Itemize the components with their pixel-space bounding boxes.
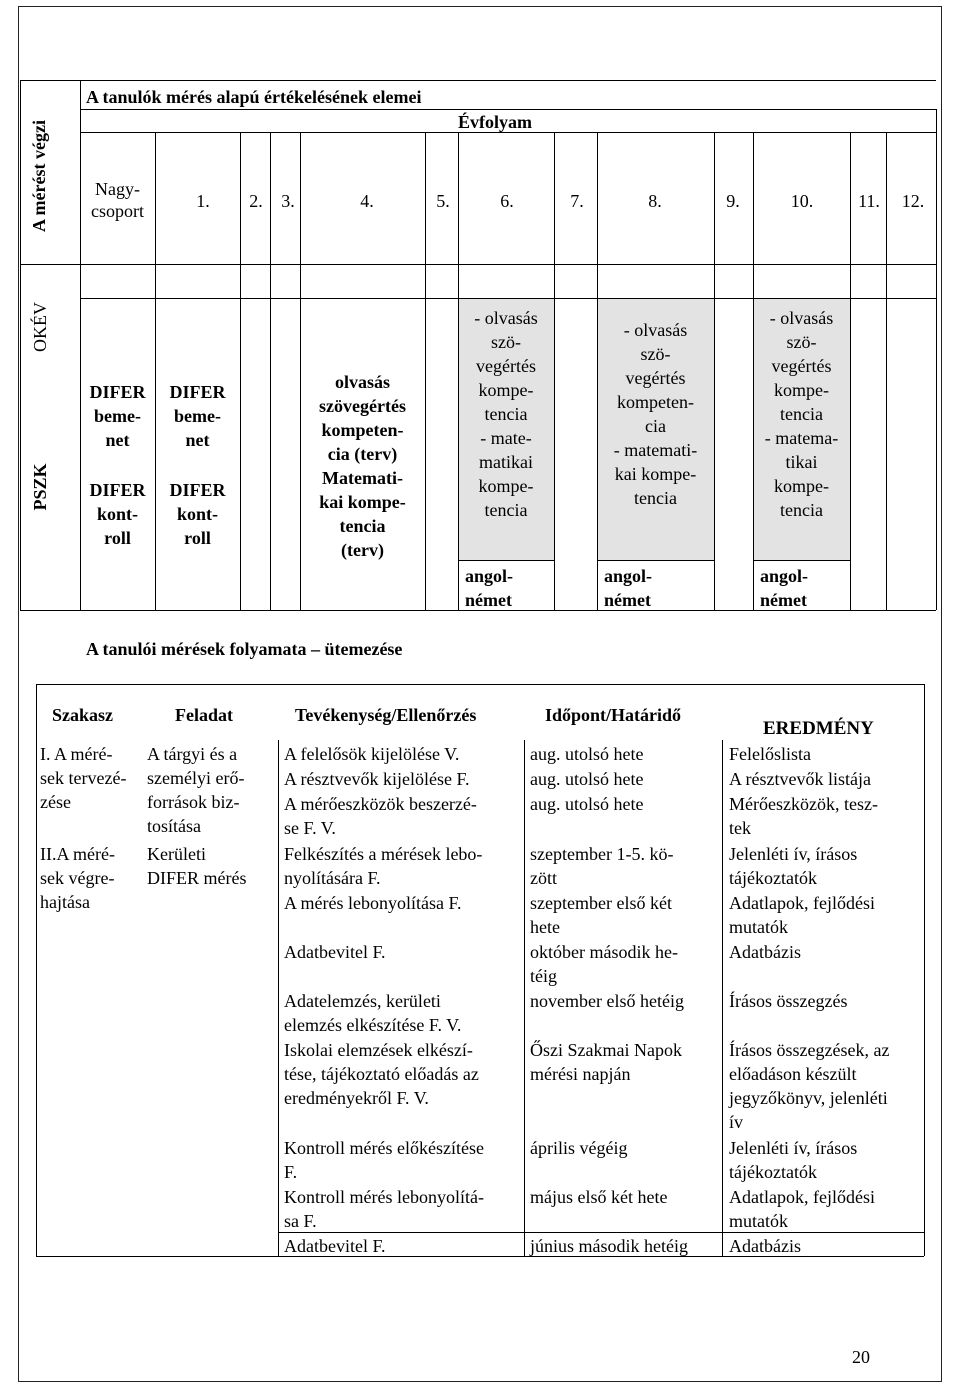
- feladat-eroforrasok: A tárgyi és a személyi erő- források biz- tosítása: [147, 744, 245, 836]
- row-10-eredmeny: Adatlapok, fejlődési mutatók: [729, 1187, 875, 1231]
- row-11-eredmeny: Adatbázis: [729, 1236, 801, 1256]
- okev-competence-grade4: - olvasás szö- vegértés kompe- tencia - mate- matikai kompe- tencia: [474, 308, 538, 520]
- szakasz-vegrehajtas: II.A méré- sek végre- hajtása: [40, 844, 115, 912]
- grade-7: 7.: [570, 191, 584, 211]
- grade-4: 4.: [360, 191, 374, 211]
- okev-competence-grade8: - olvasás szö- vegértés kompe- tencia - matema- tikai kompe- tencia: [764, 308, 839, 520]
- row-1-tevekenyseg: A felelősök kijelölése V.: [284, 744, 460, 764]
- angol-nemet-1: angol- német: [465, 566, 514, 610]
- difer-bemenet-1: DIFER beme- net: [89, 382, 146, 450]
- row-6-eredmeny: Adatbázis: [729, 942, 801, 962]
- row-3-idopont: aug. utolsó hete: [530, 794, 644, 814]
- evfolyam-label: Évfolyam: [458, 112, 532, 132]
- page-number: 20: [852, 1347, 870, 1367]
- grade-2: 2.: [249, 191, 263, 211]
- pszk-competence-plan: olvasás szövegértés kompeten- cia (terv) Matemati- kai kompe- tencia (terv): [319, 372, 406, 560]
- row-okev: OKÉV: [30, 302, 50, 352]
- schedule-title: A tanulói mérések folyamata – ütemezése: [86, 639, 403, 659]
- header-feladat: Feladat: [175, 705, 233, 725]
- header-szakasz: Szakasz: [52, 705, 114, 725]
- grade-5: 5.: [436, 191, 450, 211]
- row-9-idopont: április végéig: [530, 1138, 628, 1158]
- row-4-idopont: szeptember 1-5. kö- zött: [530, 844, 674, 888]
- row-6-tevekenyseg: Adatbevitel F.: [284, 942, 386, 962]
- grade-10: 10.: [790, 191, 814, 211]
- difer-kontroll-1: DIFER kont- roll: [89, 480, 146, 548]
- row-1-eredmeny: Felelőslista: [729, 744, 811, 764]
- row-11-idopont: június második hetéig: [530, 1236, 688, 1256]
- row-5-eredmeny: Adatlapok, fejlődési mutatók: [729, 893, 875, 937]
- grade-9: 9.: [726, 191, 740, 211]
- row-5-idopont: szeptember első két hete: [530, 893, 672, 937]
- row-3-tevekenyseg: A mérőeszközök beszerzé- se F. V.: [284, 794, 477, 838]
- difer-bemenet-2: DIFER beme- net: [169, 382, 226, 450]
- grade-6: 6.: [500, 191, 514, 211]
- row-4-tevekenyseg: Felkészítés a mérések lebo- nyolítására F.: [284, 844, 483, 888]
- row-3-eredmeny: Mérőeszközök, tesz- tek: [729, 794, 878, 838]
- angol-nemet-3: angol- német: [760, 566, 809, 610]
- okev-competence-grade6: - olvasás szö- vegértés kompeten- cia - matemati- kai kompe- tencia: [613, 320, 698, 508]
- row-8-eredmeny: Írásos összegzések, az előadáson készült jegyzőkönyv, jelenléti ív: [729, 1040, 890, 1132]
- row-1-idopont: aug. utolsó hete: [530, 744, 644, 764]
- row-9-tevekenyseg: Kontroll mérés előkészítése F.: [284, 1138, 484, 1182]
- row-7-tevekenyseg: Adatelemzés, kerületi elemzés elkészítése F. V.: [284, 991, 462, 1035]
- row-10-idopont: május első két hete: [530, 1187, 668, 1207]
- row-9-eredmeny: Jelenléti ív, írásos tájékoztatók: [729, 1138, 858, 1182]
- header-eredmeny: EREDMÉNY: [763, 718, 874, 739]
- grade-8: 8.: [648, 191, 662, 211]
- row-8-tevekenyseg: Iskolai elemzések elkészí- tése, tájékoztató előadás az eredményekről F. V.: [284, 1040, 479, 1108]
- szakasz-tervezes: I. A méré- sek tervezé- zése: [40, 744, 127, 812]
- grade-1: 1.: [196, 191, 210, 211]
- grade-3: 3.: [281, 191, 295, 211]
- header-idopont: Időpont/Határidő: [545, 705, 682, 725]
- feladat-difer: Kerületi DIFER mérés: [147, 844, 247, 888]
- page-title: A tanulók mérés alapú értékelésének elemei: [86, 87, 422, 107]
- angol-nemet-2: angol- német: [604, 566, 653, 610]
- row-11-tevekenyseg: Adatbevitel F.: [284, 1236, 386, 1256]
- row-8-idopont: Őszi Szakmai Napok mérési napján: [530, 1040, 682, 1084]
- row-2-eredmeny: A résztvevők listája: [729, 769, 871, 789]
- side-header: A mérést végzi: [29, 120, 49, 232]
- header-tevekenyseg: Tevékenység/Ellenőrzés: [295, 705, 477, 725]
- row-2-tevekenyseg: A résztvevők kijelölése F.: [284, 769, 470, 789]
- grade-nagycsoport: Nagy- csoport: [91, 179, 144, 221]
- row-7-idopont: november első hetéig: [530, 991, 684, 1011]
- row-2-idopont: aug. utolsó hete: [530, 769, 644, 789]
- grade-11: 11.: [858, 191, 880, 211]
- row-7-eredmeny: Írásos összegzés: [729, 991, 848, 1011]
- difer-kontroll-2: DIFER kont- roll: [169, 480, 226, 548]
- row-5-tevekenyseg: A mérés lebonyolítása F.: [284, 893, 462, 913]
- row-pszk: PSZK: [30, 463, 50, 511]
- row-6-idopont: október második he- téig: [530, 942, 678, 986]
- row-10-tevekenyseg: Kontroll mérés lebonyolítá- sa F.: [284, 1187, 484, 1231]
- grade-12: 12.: [901, 191, 925, 211]
- row-4-eredmeny: Jelenléti ív, írásos tájékoztatók: [729, 844, 858, 888]
